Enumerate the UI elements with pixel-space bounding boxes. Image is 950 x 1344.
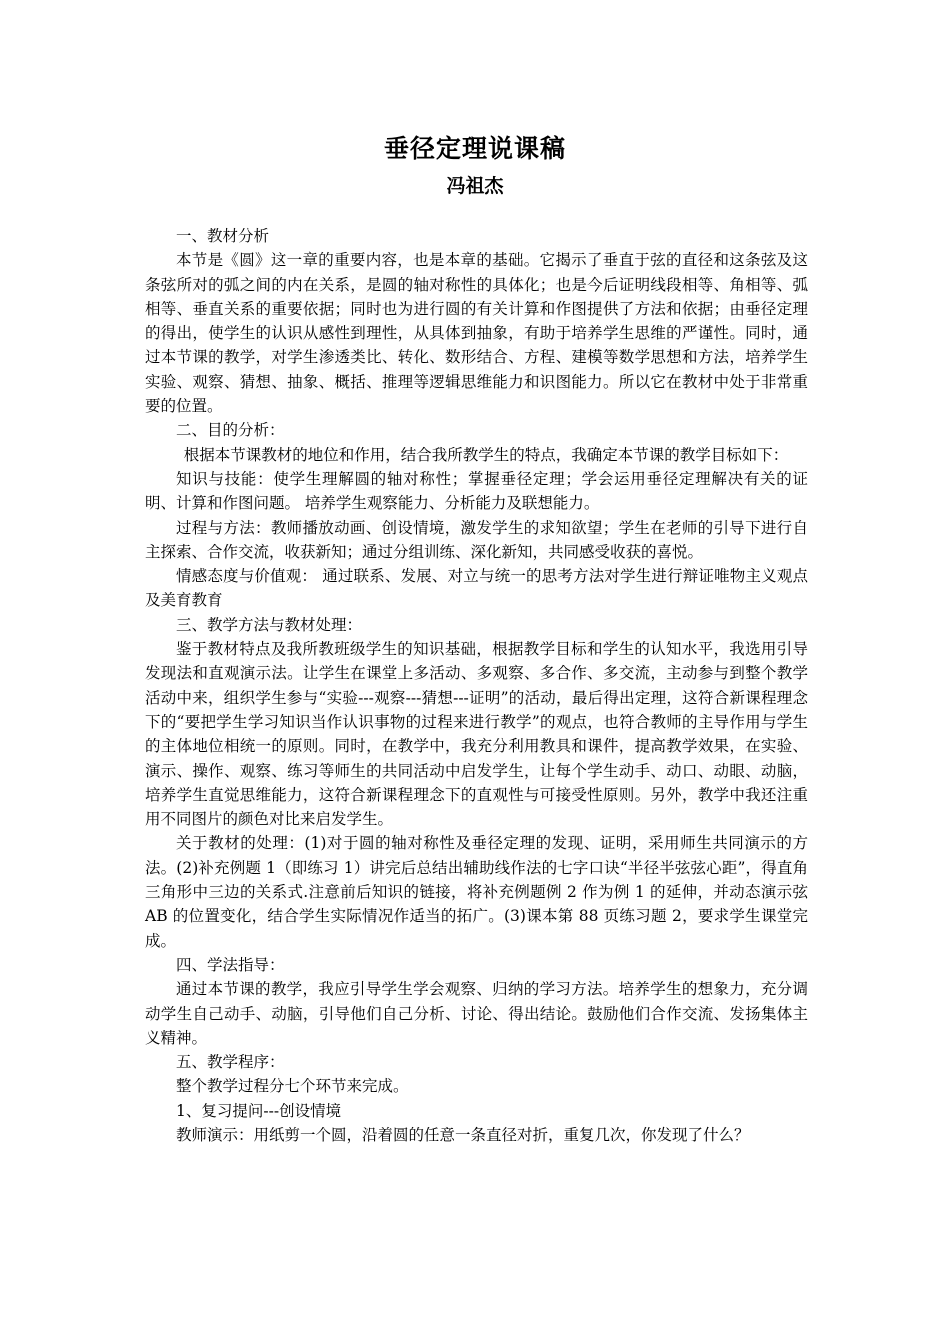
document-body: [145, 224, 808, 1147]
paragraph-study-guidance: 通过本节课的教学，我应引导学生学会观察、归纳的学习方法。培养学生的想象力，充分调动学生自己动手、动脑，引导他们自己分析、讨论、得出结论。鼓励他们合作交流、发扬集体主义精神。: [145, 980, 808, 1047]
subsection-heading-1: 1、复习提问---创设情境: [176, 1101, 342, 1120]
paragraph-process-methods: 过程与方法：教师播放动画、创设情境，激发学生的求知欲望；学生在老师的引导下进行自主探索、合作交流，收获新知；通过分组训练、深化新知，共同感受收获的喜悦。: [145, 518, 808, 561]
paragraph-knowledge-skills: 知识与技能：使学生理解圆的轴对称性；掌握垂径定理；学会运用垂径定理解决有关的证明、计算和作图问题。 培养学生观察能力、分析能力及联想能力。: [145, 469, 808, 513]
paragraph-teacher-demo: 教师演示：用纸剪一个圆，沿着圆的任意一条直径对折，重复几次，你发现了什么？: [176, 1125, 750, 1144]
paragraph-emotion-values: 情感态度与价值观： 通过联系、发展、对立与统一的思考方法对学生进行辩证唯物主义观点及美育教育: [145, 567, 808, 610]
paragraph-teaching-methods: 鉴于教材特点及我所教班级学生的知识基础，根据教学目标和学生的认知水平，我选用引导发现法和直观演示法。让学生在课堂上多活动、多观察、多合作、多交流，主动参与到整个教学活动中来，组织学生参与“实验---观察---猜想---证明”的活动，最后得出定理，这符合新课程理念下的“要把学生学习知识当作认识事物的过程来进行教学”的观点，也符合教师的主导作用与学生的主体地位相统一的原则。同时，在教学中，我充分利用教具和课件，提高教学效果，在实验、演示、操作、观察、练习等师生的共同活动中启发学生，让每个学生动手、动口、动眼、动脑，培养学生直觉思维能力，这符合新课程理念下的直观性与可接受性原则。另外，教学中我还注重用不同图片的颜色对比来启发学生。: [145, 640, 808, 829]
paragraph-material-handling: 关于教材的处理：(1)对于圆的轴对称性及垂径定理的发现、证明，采用师生共同演示的方法。(2)补充例题 1（即练习 1）讲完后总结出辅助线作法的七字口诀“半径半弦弦心距”，得直角三角形中三边的关系式.注意前后知识的链接，将补充例题例 2 作为例 1 的延伸，并动态演示弦 AB 的位置变化，结合学生实际情况作适当的拓广。(3)课本第 88 页练习题 2，要求学生课堂完成。: [145, 834, 808, 950]
document-author: 冯祖杰: [446, 175, 504, 197]
section-heading-1: 一、教材分析: [176, 227, 270, 245]
paragraph-procedure-intro: 整个教学过程分七个环节来完成。: [176, 1077, 409, 1096]
section-heading-2: 二、目的分析：: [176, 421, 285, 440]
section-heading-5: 五、教学程序：: [176, 1053, 285, 1072]
document-title: 垂径定理说课稿: [383, 134, 566, 163]
section-heading-3: 三、教学方法与教材处理：: [176, 615, 363, 634]
section-heading-4: 四、学法指导：: [176, 955, 285, 974]
paragraph-textbook-analysis: 本节是《圆》这一章的重要内容，也是本章的基础。它揭示了垂直于弦的直径和这条弦及这条弦所对的弧之间的内在关系，是圆的轴对称性的具体化；也是今后证明线段相等、角相等、弧相等、垂直关系的重要依据；同时也为进行圆的有关计算和作图提供了方法和依据；由垂径定理的得出，使学生的认识从感性到理性，从具体到抽象，有助于培养学生思维的严谨性。同时，通过本节课的教学，对学生渗透类比、转化、数形结合、方程、建模等数学思想和方法，培养学生实验、观察、猜想、抽象、概括、推理等逻辑思维能力和识图能力。所以它在教材中处于非常重要的位置。: [145, 251, 808, 416]
paragraph-objectives-intro: 根据本节课教材的地位和作用，结合我所教学生的特点，我确定本节课的教学目标如下：: [183, 445, 789, 464]
